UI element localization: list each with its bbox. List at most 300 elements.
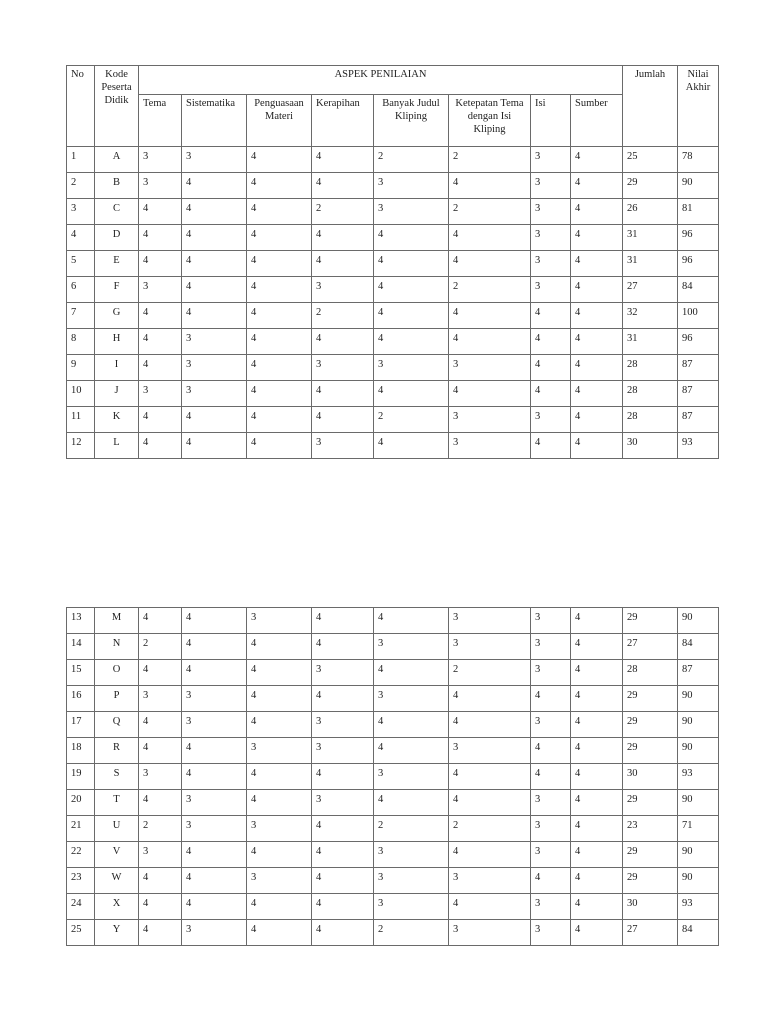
score-cell: 27 bbox=[623, 634, 678, 660]
score-cell: 4 bbox=[571, 920, 623, 946]
score-cell: 3 bbox=[182, 329, 247, 355]
table-row bbox=[67, 634, 719, 660]
score-cell: 4 bbox=[247, 147, 312, 173]
score-cell: 29 bbox=[623, 790, 678, 816]
score-cell: 4 bbox=[247, 199, 312, 225]
score-cell: 3 bbox=[531, 920, 571, 946]
score-cell: 93 bbox=[678, 894, 719, 920]
score-cell: 4 bbox=[571, 381, 623, 407]
score-cell: 4 bbox=[449, 790, 531, 816]
student-code-cell: S bbox=[95, 764, 139, 790]
score-cell: 4 bbox=[247, 407, 312, 433]
score-cell: 4 bbox=[374, 790, 449, 816]
score-cell: 4 bbox=[374, 251, 449, 277]
score-cell: 4 bbox=[531, 381, 571, 407]
header-kode-peserta-didik: Kode Peserta Didik bbox=[95, 66, 139, 147]
score-cell: 3 bbox=[139, 173, 182, 199]
score-cell: 23 bbox=[623, 816, 678, 842]
student-code-cell: R bbox=[95, 738, 139, 764]
score-cell: 3 bbox=[139, 381, 182, 407]
score-cell: 3 bbox=[312, 790, 374, 816]
score-cell: 4 bbox=[139, 920, 182, 946]
table-row bbox=[67, 433, 719, 459]
score-cell: 4 bbox=[571, 816, 623, 842]
score-cell: 4 bbox=[449, 686, 531, 712]
student-code-cell: J bbox=[95, 381, 139, 407]
score-cell: 3 bbox=[531, 660, 571, 686]
score-cell: 30 bbox=[623, 894, 678, 920]
score-cell: 4 bbox=[449, 764, 531, 790]
student-code-cell: A bbox=[95, 147, 139, 173]
score-cell: 4 bbox=[571, 868, 623, 894]
score-cell: 3 bbox=[449, 634, 531, 660]
row-number-cell: 5 bbox=[67, 251, 95, 277]
score-cell: 100 bbox=[678, 303, 719, 329]
score-cell: 3 bbox=[139, 842, 182, 868]
score-cell: 3 bbox=[374, 173, 449, 199]
table-body-top bbox=[67, 147, 719, 459]
score-cell: 4 bbox=[247, 225, 312, 251]
score-cell: 2 bbox=[139, 634, 182, 660]
score-cell: 3 bbox=[182, 712, 247, 738]
score-cell: 4 bbox=[571, 433, 623, 459]
score-cell: 3 bbox=[531, 816, 571, 842]
header-ketepatan-tema: Ketepatan Tema dengan Isi Kliping bbox=[449, 95, 531, 147]
header-no: No bbox=[67, 66, 95, 147]
score-cell: 93 bbox=[678, 764, 719, 790]
row-number-cell: 2 bbox=[67, 173, 95, 199]
score-cell: 4 bbox=[374, 712, 449, 738]
score-cell: 4 bbox=[571, 303, 623, 329]
row-number-cell: 19 bbox=[67, 764, 95, 790]
score-cell: 2 bbox=[139, 816, 182, 842]
score-cell: 4 bbox=[571, 251, 623, 277]
header-sumber: Sumber bbox=[571, 95, 623, 147]
row-number-cell: 22 bbox=[67, 842, 95, 868]
score-cell: 81 bbox=[678, 199, 719, 225]
score-cell: 96 bbox=[678, 251, 719, 277]
student-code-cell: V bbox=[95, 842, 139, 868]
score-cell: 3 bbox=[247, 868, 312, 894]
score-cell: 3 bbox=[182, 790, 247, 816]
row-number-cell: 17 bbox=[67, 712, 95, 738]
score-cell: 3 bbox=[139, 764, 182, 790]
score-cell: 4 bbox=[182, 433, 247, 459]
score-cell: 4 bbox=[374, 225, 449, 251]
table-row bbox=[67, 225, 719, 251]
score-cell: 90 bbox=[678, 686, 719, 712]
score-cell: 27 bbox=[623, 277, 678, 303]
score-cell: 84 bbox=[678, 634, 719, 660]
score-cell: 90 bbox=[678, 868, 719, 894]
score-cell: 4 bbox=[571, 329, 623, 355]
score-cell: 3 bbox=[247, 608, 312, 634]
score-cell: 4 bbox=[571, 738, 623, 764]
score-cell: 3 bbox=[449, 355, 531, 381]
score-table-top bbox=[66, 65, 719, 459]
score-cell: 4 bbox=[374, 381, 449, 407]
score-cell: 4 bbox=[531, 764, 571, 790]
score-cell: 4 bbox=[312, 842, 374, 868]
score-cell: 90 bbox=[678, 173, 719, 199]
student-code-cell: D bbox=[95, 225, 139, 251]
score-cell: 2 bbox=[449, 660, 531, 686]
score-cell: 4 bbox=[312, 173, 374, 199]
score-cell: 4 bbox=[247, 686, 312, 712]
score-cell: 4 bbox=[182, 199, 247, 225]
score-cell: 4 bbox=[247, 433, 312, 459]
student-code-cell: X bbox=[95, 894, 139, 920]
score-cell: 4 bbox=[312, 764, 374, 790]
score-cell: 4 bbox=[571, 842, 623, 868]
score-cell: 4 bbox=[531, 355, 571, 381]
score-cell: 4 bbox=[247, 634, 312, 660]
score-cell: 3 bbox=[531, 407, 571, 433]
score-cell: 4 bbox=[139, 355, 182, 381]
score-cell: 25 bbox=[623, 147, 678, 173]
score-cell: 4 bbox=[571, 225, 623, 251]
table-row bbox=[67, 712, 719, 738]
score-cell: 4 bbox=[312, 225, 374, 251]
score-cell: 3 bbox=[139, 686, 182, 712]
score-cell: 4 bbox=[182, 173, 247, 199]
score-cell: 90 bbox=[678, 738, 719, 764]
table-row bbox=[67, 842, 719, 868]
score-cell: 2 bbox=[449, 816, 531, 842]
score-cell: 2 bbox=[449, 199, 531, 225]
score-cell: 4 bbox=[247, 894, 312, 920]
score-cell: 4 bbox=[449, 173, 531, 199]
score-cell: 3 bbox=[449, 738, 531, 764]
score-cell: 4 bbox=[247, 251, 312, 277]
score-cell: 4 bbox=[449, 225, 531, 251]
table-row bbox=[67, 147, 719, 173]
score-cell: 4 bbox=[312, 329, 374, 355]
score-cell: 4 bbox=[531, 686, 571, 712]
score-cell: 4 bbox=[247, 712, 312, 738]
student-code-cell: N bbox=[95, 634, 139, 660]
score-cell: 3 bbox=[531, 712, 571, 738]
score-cell: 3 bbox=[247, 738, 312, 764]
score-cell: 29 bbox=[623, 173, 678, 199]
score-cell: 4 bbox=[571, 407, 623, 433]
table-row bbox=[67, 738, 719, 764]
score-cell: 4 bbox=[312, 920, 374, 946]
row-number-cell: 1 bbox=[67, 147, 95, 173]
score-cell: 4 bbox=[449, 251, 531, 277]
score-cell: 4 bbox=[571, 712, 623, 738]
student-code-cell: C bbox=[95, 199, 139, 225]
score-cell: 27 bbox=[623, 920, 678, 946]
score-cell: 3 bbox=[312, 355, 374, 381]
score-cell: 4 bbox=[312, 894, 374, 920]
score-cell: 3 bbox=[139, 277, 182, 303]
row-number-cell: 13 bbox=[67, 608, 95, 634]
score-cell: 4 bbox=[182, 842, 247, 868]
student-code-cell: I bbox=[95, 355, 139, 381]
student-code-cell: Q bbox=[95, 712, 139, 738]
score-cell: 3 bbox=[182, 816, 247, 842]
score-cell: 90 bbox=[678, 608, 719, 634]
score-cell: 4 bbox=[182, 660, 247, 686]
score-cell: 90 bbox=[678, 842, 719, 868]
score-cell: 90 bbox=[678, 790, 719, 816]
student-code-cell: E bbox=[95, 251, 139, 277]
student-code-cell: P bbox=[95, 686, 139, 712]
score-cell: 4 bbox=[531, 433, 571, 459]
score-cell: 4 bbox=[139, 894, 182, 920]
score-cell: 3 bbox=[449, 868, 531, 894]
score-cell: 4 bbox=[182, 868, 247, 894]
row-number-cell: 25 bbox=[67, 920, 95, 946]
score-cell: 87 bbox=[678, 355, 719, 381]
score-cell: 3 bbox=[374, 199, 449, 225]
table-row bbox=[67, 660, 719, 686]
score-cell: 4 bbox=[139, 225, 182, 251]
table-row bbox=[67, 686, 719, 712]
student-code-cell: Y bbox=[95, 920, 139, 946]
student-code-cell: O bbox=[95, 660, 139, 686]
score-cell: 4 bbox=[312, 686, 374, 712]
row-number-cell: 23 bbox=[67, 868, 95, 894]
row-number-cell: 9 bbox=[67, 355, 95, 381]
score-cell: 4 bbox=[247, 842, 312, 868]
score-cell: 2 bbox=[449, 147, 531, 173]
student-code-cell: K bbox=[95, 407, 139, 433]
score-cell: 3 bbox=[531, 277, 571, 303]
table-row bbox=[67, 381, 719, 407]
score-cell: 4 bbox=[312, 868, 374, 894]
table-body-bottom bbox=[67, 608, 719, 946]
score-cell: 28 bbox=[623, 381, 678, 407]
score-cell: 4 bbox=[312, 407, 374, 433]
score-cell: 3 bbox=[374, 764, 449, 790]
score-cell: 31 bbox=[623, 251, 678, 277]
score-cell: 4 bbox=[139, 660, 182, 686]
score-cell: 3 bbox=[182, 920, 247, 946]
score-cell: 3 bbox=[531, 147, 571, 173]
score-cell: 4 bbox=[139, 790, 182, 816]
score-cell: 3 bbox=[312, 712, 374, 738]
score-cell: 30 bbox=[623, 764, 678, 790]
score-cell: 2 bbox=[374, 147, 449, 173]
score-cell: 4 bbox=[247, 920, 312, 946]
score-cell: 71 bbox=[678, 816, 719, 842]
table-row bbox=[67, 251, 719, 277]
score-cell: 2 bbox=[449, 277, 531, 303]
score-cell: 4 bbox=[571, 686, 623, 712]
score-cell: 4 bbox=[182, 608, 247, 634]
score-cell: 4 bbox=[449, 303, 531, 329]
header-jumlah: Jumlah bbox=[623, 66, 678, 147]
student-code-cell: G bbox=[95, 303, 139, 329]
score-cell: 4 bbox=[139, 608, 182, 634]
score-cell: 3 bbox=[531, 790, 571, 816]
student-code-cell: U bbox=[95, 816, 139, 842]
score-cell: 3 bbox=[182, 381, 247, 407]
score-cell: 28 bbox=[623, 660, 678, 686]
score-cell: 4 bbox=[247, 173, 312, 199]
score-cell: 4 bbox=[374, 608, 449, 634]
score-cell: 3 bbox=[531, 634, 571, 660]
score-cell: 3 bbox=[374, 868, 449, 894]
score-cell: 4 bbox=[571, 277, 623, 303]
score-cell: 4 bbox=[374, 660, 449, 686]
score-cell: 87 bbox=[678, 660, 719, 686]
score-cell: 4 bbox=[531, 303, 571, 329]
score-cell: 3 bbox=[531, 894, 571, 920]
score-cell: 4 bbox=[449, 712, 531, 738]
score-cell: 28 bbox=[623, 355, 678, 381]
score-cell: 32 bbox=[623, 303, 678, 329]
score-cell: 4 bbox=[571, 894, 623, 920]
score-cell: 4 bbox=[182, 225, 247, 251]
score-cell: 2 bbox=[312, 199, 374, 225]
row-number-cell: 15 bbox=[67, 660, 95, 686]
table-row bbox=[67, 173, 719, 199]
table-row bbox=[67, 329, 719, 355]
score-cell: 3 bbox=[449, 407, 531, 433]
score-cell: 4 bbox=[312, 816, 374, 842]
header-nilai-akhir: Nilai Akhir bbox=[678, 66, 719, 147]
table-row bbox=[67, 355, 719, 381]
score-cell: 3 bbox=[312, 277, 374, 303]
score-cell: 4 bbox=[182, 894, 247, 920]
score-cell: 4 bbox=[571, 147, 623, 173]
table-row bbox=[67, 764, 719, 790]
score-cell: 4 bbox=[182, 303, 247, 329]
student-code-cell: H bbox=[95, 329, 139, 355]
score-cell: 29 bbox=[623, 842, 678, 868]
score-cell: 4 bbox=[531, 329, 571, 355]
score-cell: 4 bbox=[139, 712, 182, 738]
score-cell: 4 bbox=[449, 381, 531, 407]
score-cell: 4 bbox=[139, 303, 182, 329]
score-cell: 2 bbox=[374, 816, 449, 842]
header-banyak-judul-kliping: Banyak Judul Kliping bbox=[374, 95, 449, 147]
header-kerapihan: Kerapihan bbox=[312, 95, 374, 147]
table-row bbox=[67, 816, 719, 842]
student-code-cell: F bbox=[95, 277, 139, 303]
score-cell: 4 bbox=[182, 764, 247, 790]
score-cell: 3 bbox=[374, 686, 449, 712]
student-code-cell: L bbox=[95, 433, 139, 459]
score-cell: 4 bbox=[312, 608, 374, 634]
score-cell: 2 bbox=[312, 303, 374, 329]
header-isi: Isi bbox=[531, 95, 571, 147]
score-cell: 4 bbox=[571, 173, 623, 199]
score-cell: 4 bbox=[374, 329, 449, 355]
score-cell: 2 bbox=[374, 407, 449, 433]
table-row bbox=[67, 608, 719, 634]
score-cell: 4 bbox=[449, 842, 531, 868]
score-cell: 3 bbox=[374, 894, 449, 920]
score-cell: 28 bbox=[623, 407, 678, 433]
score-cell: 4 bbox=[139, 868, 182, 894]
row-number-cell: 20 bbox=[67, 790, 95, 816]
score-cell: 4 bbox=[531, 868, 571, 894]
score-cell: 3 bbox=[374, 842, 449, 868]
score-cell: 4 bbox=[139, 738, 182, 764]
student-code-cell: B bbox=[95, 173, 139, 199]
table-row bbox=[67, 920, 719, 946]
score-cell: 4 bbox=[312, 251, 374, 277]
score-cell: 3 bbox=[449, 608, 531, 634]
row-number-cell: 12 bbox=[67, 433, 95, 459]
score-cell: 4 bbox=[312, 381, 374, 407]
score-cell: 96 bbox=[678, 225, 719, 251]
table-row bbox=[67, 868, 719, 894]
score-cell: 29 bbox=[623, 738, 678, 764]
row-number-cell: 10 bbox=[67, 381, 95, 407]
score-cell: 4 bbox=[182, 407, 247, 433]
score-cell: 4 bbox=[139, 199, 182, 225]
header-aspek-penilaian: ASPEK PENILAIAN bbox=[139, 66, 623, 95]
score-cell: 26 bbox=[623, 199, 678, 225]
score-cell: 4 bbox=[139, 251, 182, 277]
score-cell: 4 bbox=[571, 790, 623, 816]
table-row bbox=[67, 199, 719, 225]
score-cell: 4 bbox=[374, 303, 449, 329]
score-cell: 4 bbox=[182, 634, 247, 660]
score-cell: 3 bbox=[374, 634, 449, 660]
row-number-cell: 4 bbox=[67, 225, 95, 251]
student-code-cell: W bbox=[95, 868, 139, 894]
score-table-bottom bbox=[66, 607, 719, 946]
score-cell: 4 bbox=[374, 738, 449, 764]
row-number-cell: 7 bbox=[67, 303, 95, 329]
score-cell: 3 bbox=[531, 842, 571, 868]
row-number-cell: 18 bbox=[67, 738, 95, 764]
row-number-cell: 6 bbox=[67, 277, 95, 303]
score-cell: 3 bbox=[531, 225, 571, 251]
table-row bbox=[67, 407, 719, 433]
header-penguasaan-materi: Penguasaan Materi bbox=[247, 95, 312, 147]
score-cell: 3 bbox=[312, 660, 374, 686]
score-cell: 29 bbox=[623, 868, 678, 894]
score-cell: 3 bbox=[531, 199, 571, 225]
score-cell: 87 bbox=[678, 381, 719, 407]
score-cell: 29 bbox=[623, 686, 678, 712]
score-cell: 3 bbox=[182, 355, 247, 381]
score-cell: 4 bbox=[247, 277, 312, 303]
table-row bbox=[67, 790, 719, 816]
score-cell: 31 bbox=[623, 329, 678, 355]
score-cell: 3 bbox=[139, 147, 182, 173]
score-cell: 4 bbox=[571, 634, 623, 660]
score-cell: 90 bbox=[678, 712, 719, 738]
score-cell: 29 bbox=[623, 712, 678, 738]
score-cell: 4 bbox=[531, 738, 571, 764]
header-tema: Tema bbox=[139, 95, 182, 147]
score-cell: 4 bbox=[247, 381, 312, 407]
score-cell: 4 bbox=[571, 355, 623, 381]
score-cell: 4 bbox=[139, 433, 182, 459]
score-cell: 3 bbox=[449, 920, 531, 946]
score-cell: 4 bbox=[139, 329, 182, 355]
table-row bbox=[67, 894, 719, 920]
row-number-cell: 8 bbox=[67, 329, 95, 355]
student-code-cell: T bbox=[95, 790, 139, 816]
score-cell: 3 bbox=[449, 433, 531, 459]
row-number-cell: 24 bbox=[67, 894, 95, 920]
score-cell: 4 bbox=[374, 433, 449, 459]
score-cell: 4 bbox=[571, 199, 623, 225]
score-cell: 96 bbox=[678, 329, 719, 355]
score-cell: 4 bbox=[571, 660, 623, 686]
score-cell: 4 bbox=[571, 608, 623, 634]
score-cell: 31 bbox=[623, 225, 678, 251]
